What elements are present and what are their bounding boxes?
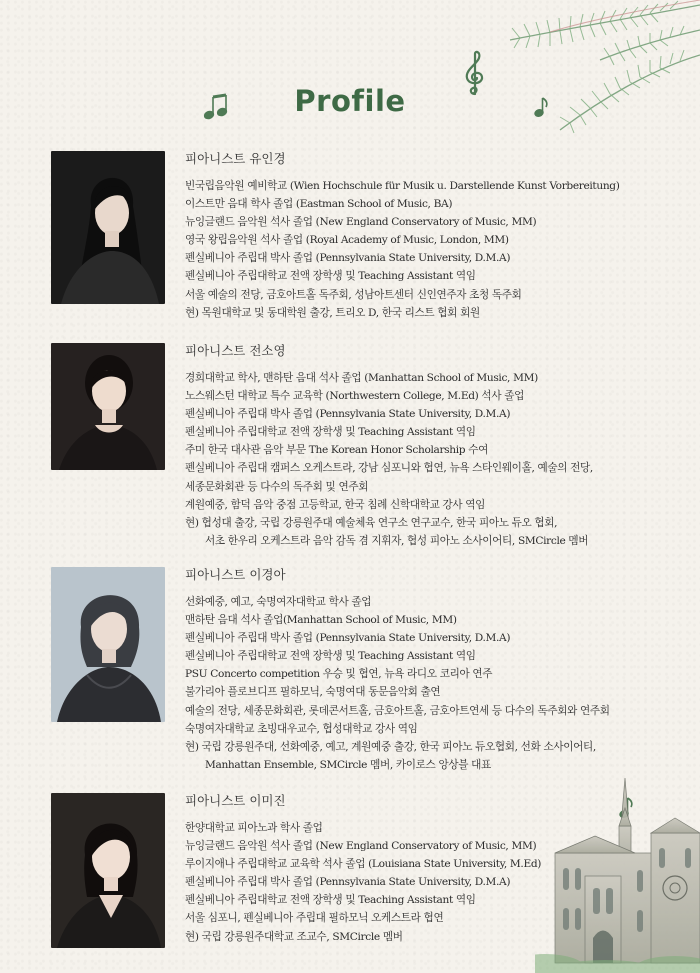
profile-card <box>51 343 691 547</box>
pianist-name: 피아니스트 이경아 <box>185 567 286 582</box>
bio-line: 뉴잉글랜드 음악원 석사 졸업 (New England Conservatory of Music, MM) <box>185 216 537 229</box>
bio-line: 뉴잉글랜드 음악원 석사 졸업 (New England Conservatory of Music, MM) <box>185 840 537 853</box>
bio-line: 노스웨스턴 대학교 특수 교육학 (Northwestern College, M.Ed) 석사 졸업 <box>185 390 524 403</box>
bio-line: Manhattan Ensemble, SMCircle 멤버, 카이로스 앙상블 대표 <box>205 758 491 771</box>
bio-line: 한양대학교 피아노과 학사 졸업 <box>185 822 323 834</box>
bio-line: 펜실베니아 주립대 박사 졸업 (Pennsylvania State University, D.M.A) <box>185 252 511 265</box>
bio-line: 선화예중, 예고, 숙명여자대학교 학사 졸업 <box>185 596 372 608</box>
bio-line: 펜실베니아 주립대 박사 졸업 (Pennsylvania State University, D.M.A) <box>185 876 511 889</box>
bio-line: 이스트만 음대 학사 졸업 (Eastman School of Music, BA) <box>185 198 453 211</box>
bio-line: 펜실베니아 주립대학교 전액 장학생 및 Teaching Assistant 역임 <box>185 894 476 907</box>
portrait-photo <box>51 793 165 948</box>
bio-line: 루이지애나 주립대학교 교육학 석사 졸업 (Louisiana State University, M.Ed) <box>185 858 542 871</box>
bio-line: 경희대학교 학사, 맨하탄 음대 석사 졸업 (Manhattan School of Music, MM) <box>185 372 538 384</box>
portrait-photo <box>51 343 165 470</box>
profile-card <box>51 151 691 319</box>
bio-line: 계원예중, 함덕 음악 중점 고등학교, 한국 침례 신학대학교 강사 역임 <box>185 498 486 511</box>
bio-line: 현) 국립 강릉원주대학교 조교수, SMCircle 멤버 <box>185 930 403 943</box>
bio-line: 서울 예술의 전당, 금호아트홀 독주회, 성남아트센터 신인연주자 초청 독주회 <box>185 288 522 301</box>
bio-line: 영국 왕립음악원 석사 졸업 (Royal Academy of Music, London, MM) <box>185 234 509 247</box>
bio-line: 빈국립음악원 예비학교 (Wien Hochschule für Musik u. Darstellende Kunst Vorbereitung) <box>185 180 620 192</box>
pine-branch-decoration <box>500 0 700 140</box>
bio-line: 숙명여자대학교 초빙대우교수, 협성대학교 강사 역임 <box>185 722 418 735</box>
bio-line: 맨하탄 음대 석사 졸업(Manhattan School of Music, MM) <box>185 614 457 627</box>
pianist-name: 피아니스트 전소영 <box>185 343 286 358</box>
bio-line: 현) 국립 강릉원주대, 선화예중, 예고, 계원예중 출강, 한국 피아노 듀오협회, 선화 소사이어티, <box>185 740 596 753</box>
bio-line: 현) 목원대학교 및 동대학원 출강, 트리오 D, 한국 리스트 협회 회원 <box>185 306 480 319</box>
bio-line: 펜실베니아 주립대학교 전액 장학생 및 Teaching Assistant 역임 <box>185 270 476 283</box>
bio-line: 불가리아 플로브디프 필하모닉, 숙명여대 동문음악회 출연 <box>185 686 441 699</box>
page-title: Profile <box>294 84 406 118</box>
pianist-name: 피아니스트 유인경 <box>185 151 286 166</box>
portrait-photo <box>51 567 165 722</box>
bio-line: 주미 한국 대사관 음악 부문 The Korean Honor Scholarship 수여 <box>185 444 489 457</box>
bio-line: 현) 협성대 출강, 국립 강릉원주대 예술체육 연구소 연구교수, 한국 피아노 듀오 협회, <box>185 516 558 529</box>
portrait-photo <box>51 151 165 304</box>
profile-card <box>51 793 691 953</box>
bio-line: PSU Concerto competition 우승 및 협연, 뉴욕 라디오 코리아 연주 <box>185 668 493 681</box>
bio-line: 세종문화회관 등 다수의 독주회 및 연주회 <box>185 480 369 493</box>
bio-line: 서초 한우리 오케스트라 음악 감독 겸 지휘자, 협성 피아노 소사이어티, SMCircle 멤버 <box>205 534 589 547</box>
profile-card <box>51 567 691 771</box>
bio-line: 서울 심포니, 펜실베니아 주립대 필하모닉 오케스트라 협연 <box>185 912 444 925</box>
bio-line: 펜실베니아 주립대 박사 졸업 (Pennsylvania State University, D.M.A) <box>185 632 511 645</box>
bio-line: 펜실베니아 주립대 캠퍼스 오케스트라, 강남 심포니와 협연, 뉴욕 스타인웨이홀, 예술의 전당, <box>185 462 593 475</box>
pianist-name: 피아니스트 이미진 <box>185 793 286 808</box>
bio-line: 펜실베니아 주립대학교 전액 장학생 및 Teaching Assistant 역임 <box>185 426 476 439</box>
bio-line: 펜실베니아 주립대 박사 졸업 (Pennsylvania State University, D.M.A) <box>185 408 511 421</box>
bio-line: 예술의 전당, 세종문화회관, 롯데콘서트홀, 금호아트홀, 금호아트연세 등 다수의 독주회와 연주회 <box>185 704 610 717</box>
bio-line: 펜실베니아 주립대학교 전액 장학생 및 Teaching Assistant 역임 <box>185 650 476 663</box>
